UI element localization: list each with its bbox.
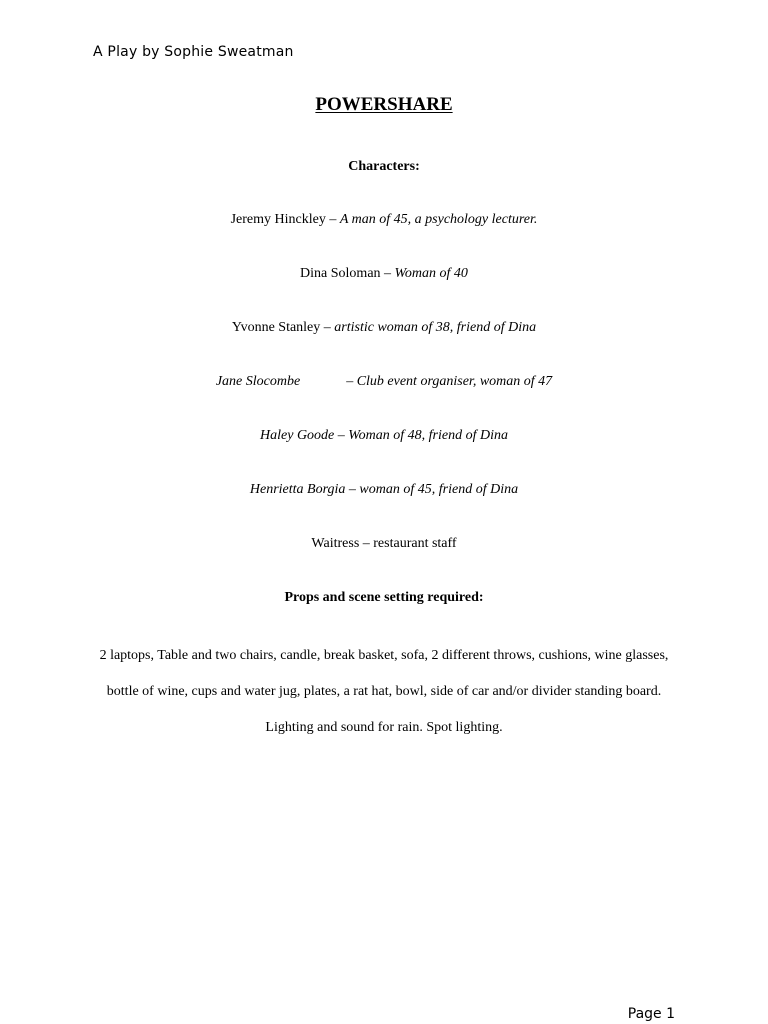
characters-heading: Characters:: [348, 159, 420, 174]
character-name: Dina Soloman –: [300, 266, 395, 281]
character-name: Jeremy Hinckley –: [230, 212, 340, 227]
page-header: A Play by Sophie Sweatman: [93, 44, 294, 60]
character-line: [0, 482, 768, 498]
props-heading: Props and scene setting required:: [284, 590, 484, 605]
character-line: [0, 266, 768, 282]
character-description: – Club event organiser, woman of 47: [346, 374, 553, 389]
character-line: [0, 374, 768, 390]
character-line: [0, 536, 768, 552]
character-description: A man of 45, a psychology lecturer.: [339, 212, 538, 227]
character-line: [0, 428, 768, 444]
character-name: Yvonne Stanley –: [231, 320, 335, 335]
props-paragraph: 2 laptops, Table and two chairs, candle, break basket, sofa, 2 different throws, cushions, wine glasses, bottle of wine, cups and water jug, plates, a rat hat, bowl, side of car and/or divider standing board. Lighting and sound for rain. Spot lighting.: [99, 648, 669, 735]
character-line: [0, 212, 768, 228]
character-name: Haley Goode – Woman of 48, friend of Dina: [260, 428, 508, 443]
character-description: Woman of 40: [394, 266, 468, 281]
character-name: Jane Slocombe: [215, 374, 301, 389]
character-name: Waitress – restaurant staff: [311, 536, 457, 551]
page-number: Page 1: [627, 1006, 675, 1022]
character-line: [0, 320, 768, 336]
character-name: Henrietta Borgia – woman of 45, friend of Dina: [249, 482, 519, 497]
character-description: artistic woman of 38, friend of Dina: [334, 320, 537, 335]
play-title: POWERSHARE: [315, 94, 453, 115]
